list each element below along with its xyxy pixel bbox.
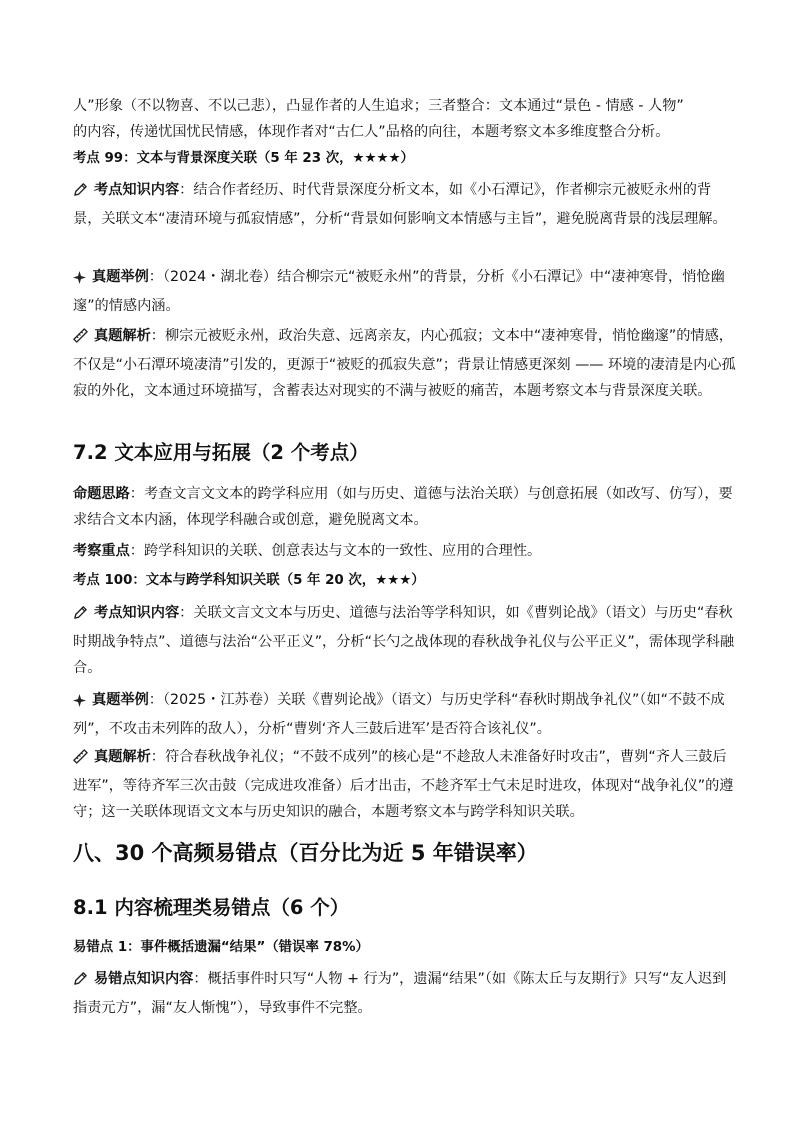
section-7-2-heading: 7.2 文本应用与拓展（2 个考点）	[73, 441, 369, 464]
kp100-analysis-text: ：符合春秋战争礼仪；“不鼓不成列”的核心是“不趁敌人未准备好时攻击”，曹刿“齐人三鼓后进军”，等待齐军三次击鼓（完成进攻准备）后才出击，不趁齐军士气未足时进攻，体现对“战争礼仪”的遵守；这一关联体现语文文本与历史知识的融合，本题考察文本与跨学科知识关联。	[73, 749, 734, 820]
kp100-example	[73, 687, 739, 742]
sec72-focus-text: ：跨学科知识的关联、创意表达与文本的一致性、应用的合理性。	[129, 543, 542, 559]
kp99-example-label: 真题举例	[92, 269, 149, 285]
kp100-analysis	[73, 744, 739, 825]
diamond-bullet-icon	[73, 690, 86, 716]
ruler-pencil-icon	[73, 326, 88, 352]
error-point-1-content	[73, 966, 739, 1021]
error-point-1-label: 易错点知识内容	[94, 971, 194, 987]
sec72-idea-text: ：考查文言文文本的跨学科应用（如与历史、道德与法治关联）与创意拓展（如改写、仿写），要求结合文本内涵，体现学科融合或创意，避免脱离文本。	[73, 486, 733, 528]
ruler-pencil-icon	[73, 747, 88, 773]
diamond-bullet-icon	[73, 267, 86, 293]
sec72-idea	[73, 481, 739, 533]
kp100-knowledge-text: ：关联文言文文本与历史、道德与法治等学科知识，如《曹刿论战》（语文）与历史“春秋时期战争特点”、道德与法治“公平正义”，分析“长勺之战体现的春秋战争礼仪与公平正义”，需体现学科融合。	[73, 605, 735, 676]
intro-paragraph	[73, 93, 739, 145]
kp99-analysis-text: ：柳宗元被贬永州，政治失意、远离亲友，内心孤寂；文本中“凄神寒骨，悄怆幽邃”的情感，不仅是“小石潭环境凄清”引发的，更源于“被贬的孤寂失意”；背景让情感更深刻 —— 环境的凄清是内心孤寂的外化，文本通过环境描写，含蓄表达对现实的不满与被贬的痛苦，本题考察文本与背景深度关联。	[73, 328, 736, 399]
kp99-knowledge-label: 考点知识内容	[94, 182, 180, 198]
pencil-icon	[73, 969, 88, 995]
kp99-example-text: ：（2024・湖北卷）结合柳宗元“被贬永州”的背景，分析《小石潭记》中“凄神寒骨，悄怆幽邃”的情感内涵。	[73, 269, 725, 314]
kp100-analysis-label: 真题解析	[94, 749, 151, 765]
kp99-analysis	[73, 323, 739, 404]
error-point-1-text: ：概括事件时只写“人物 + 行为”，遗漏“结果”（如《陈太丘与友期行》只写“友人迟到指责元方”，漏“友人惭愧”），导致事件不完整。	[73, 971, 727, 1016]
intro-line-2: 的内容，传递忧国忧民情感，体现作者对“古仁人”品格的向往，本题考察文本多维度整合分析。	[73, 124, 670, 140]
pencil-icon	[73, 603, 88, 629]
error-point-1-title: 易错点 1：事件概括遗漏“结果”（错误率 78%）	[73, 940, 369, 955]
sec72-idea-label: 命题思路	[73, 486, 130, 502]
pencil-icon	[73, 180, 88, 206]
sec72-focus-label: 考察重点	[73, 543, 130, 559]
kp100-title: 考点 100：文本与跨学科知识关联（5 年 20 次，★★★）	[73, 573, 425, 588]
kp99-knowledge-text: ：结合作者经历、时代背景深度分析文本，如《小石潭记》，作者柳宗元被贬永州的背景，关联文本“凄清环境与孤寂情感”，分析“背景如何影响文本情感与主旨”，避免脱离背景的浅层理解。	[73, 182, 727, 227]
section-8-1-heading: 8.1 内容梳理类易错点（6 个）	[73, 896, 350, 919]
kp100-example-label: 真题举例	[92, 692, 149, 708]
kp99-example	[73, 264, 739, 319]
kp99-analysis-label: 真题解析	[94, 328, 151, 344]
section-8-heading: 八、30 个高频易错点（百分比为近 5 年错误率）	[73, 841, 538, 865]
kp99-title: 考点 99：文本与背景深度关联（5 年 23 次，★★★★）	[73, 151, 414, 166]
intro-line-1: 人”形象（不以物喜、不以己悲），凸显作者的人生追求；三者整合：文本通过“景色 - 情感 - 人物”	[73, 98, 684, 114]
kp100-example-text: ：（2025・江苏卷）关联《曹刿论战》（语文）与历史学科“春秋时期战争礼仪”（如“不鼓不成列”，不攻击未列阵的敌人），分析“曹刿‘齐人三鼓后进军’是否符合该礼仪”。	[73, 692, 725, 737]
sec72-focus	[73, 538, 739, 564]
kp100-knowledge	[73, 600, 739, 681]
kp100-knowledge-label: 考点知识内容	[94, 605, 180, 621]
kp99-knowledge	[73, 177, 739, 232]
